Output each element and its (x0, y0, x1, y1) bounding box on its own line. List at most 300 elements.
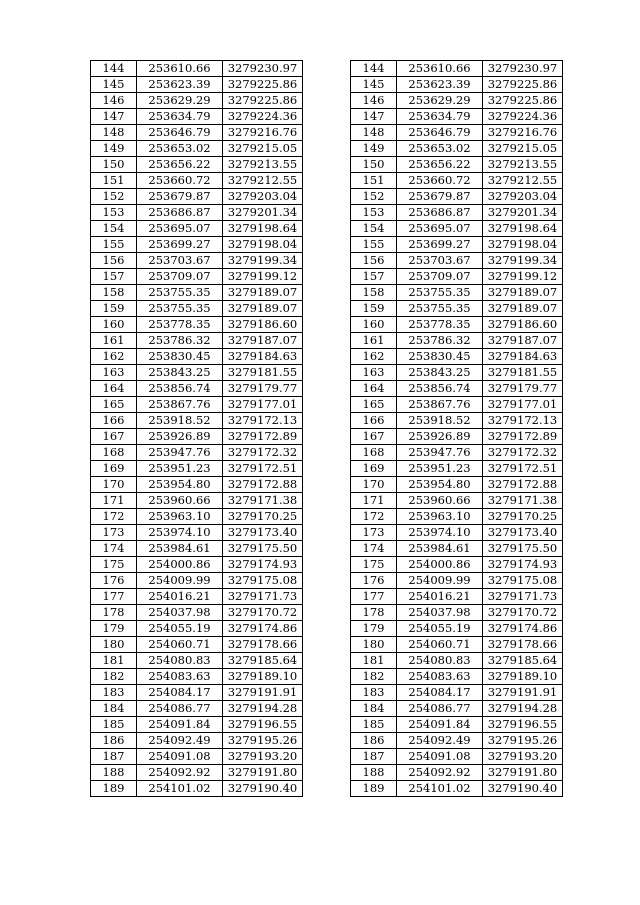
table-row (351, 141, 563, 157)
point-number-cell: 173 (351, 525, 397, 541)
x-coordinate-cell: 253786.32 (397, 333, 483, 349)
y-coordinate-cell: 3279189.10 (483, 669, 563, 685)
point-number-cell: 171 (91, 493, 137, 509)
table-row (91, 221, 303, 237)
y-coordinate-cell: 3279170.72 (483, 605, 563, 621)
point-number-cell: 158 (351, 285, 397, 301)
x-coordinate-cell: 253867.76 (137, 397, 223, 413)
point-number-cell: 186 (91, 733, 137, 749)
table-row (91, 285, 303, 301)
table-row (351, 573, 563, 589)
table-row (91, 93, 303, 109)
x-coordinate-cell: 253660.72 (397, 173, 483, 189)
y-coordinate-cell: 3279185.64 (223, 653, 303, 669)
point-number-cell: 182 (351, 669, 397, 685)
y-coordinate-cell: 3279170.72 (223, 605, 303, 621)
x-coordinate-cell: 253755.35 (137, 301, 223, 317)
table-row (91, 717, 303, 733)
x-coordinate-cell: 253686.87 (137, 205, 223, 221)
x-coordinate-cell: 254037.98 (397, 605, 483, 621)
x-coordinate-cell: 253951.23 (137, 461, 223, 477)
y-coordinate-cell: 3279184.63 (483, 349, 563, 365)
table-row (91, 541, 303, 557)
x-coordinate-cell: 253656.22 (137, 157, 223, 173)
point-number-cell: 187 (351, 749, 397, 765)
point-number-cell: 163 (91, 365, 137, 381)
point-number-cell: 174 (91, 541, 137, 557)
point-number-cell: 164 (351, 381, 397, 397)
coordinate-table-right (350, 60, 563, 797)
x-coordinate-cell: 253634.79 (397, 109, 483, 125)
y-coordinate-cell: 3279172.13 (223, 413, 303, 429)
table-row (91, 781, 303, 797)
point-number-cell: 146 (351, 93, 397, 109)
table-row (91, 685, 303, 701)
point-number-cell: 156 (91, 253, 137, 269)
y-coordinate-cell: 3279181.55 (223, 365, 303, 381)
y-coordinate-cell: 3279195.26 (223, 733, 303, 749)
table-row (351, 349, 563, 365)
table-row (91, 125, 303, 141)
table-row (91, 205, 303, 221)
y-coordinate-cell: 3279189.07 (223, 301, 303, 317)
table-row (351, 477, 563, 493)
table-row (91, 765, 303, 781)
x-coordinate-cell: 254091.08 (397, 749, 483, 765)
table-row (91, 477, 303, 493)
x-coordinate-cell: 253786.32 (137, 333, 223, 349)
y-coordinate-cell: 3279199.34 (223, 253, 303, 269)
point-number-cell: 158 (91, 285, 137, 301)
table-row (91, 237, 303, 253)
point-number-cell: 180 (351, 637, 397, 653)
table-row (351, 61, 563, 77)
y-coordinate-cell: 3279186.60 (483, 317, 563, 333)
point-number-cell: 165 (91, 397, 137, 413)
y-coordinate-cell: 3279172.88 (483, 477, 563, 493)
table-row (351, 445, 563, 461)
point-number-cell: 166 (91, 413, 137, 429)
y-coordinate-cell: 3279203.04 (483, 189, 563, 205)
table-row (91, 509, 303, 525)
x-coordinate-cell: 253653.02 (137, 141, 223, 157)
x-coordinate-cell: 254000.86 (137, 557, 223, 573)
point-number-cell: 186 (351, 733, 397, 749)
x-coordinate-cell: 253856.74 (397, 381, 483, 397)
y-coordinate-cell: 3279196.55 (223, 717, 303, 733)
table-row (91, 669, 303, 685)
point-number-cell: 187 (91, 749, 137, 765)
y-coordinate-cell: 3279224.36 (483, 109, 563, 125)
x-coordinate-cell: 253856.74 (137, 381, 223, 397)
x-coordinate-cell: 254101.02 (397, 781, 483, 797)
x-coordinate-cell: 254080.83 (397, 653, 483, 669)
y-coordinate-cell: 3279171.73 (223, 589, 303, 605)
x-coordinate-cell: 253843.25 (137, 365, 223, 381)
point-number-cell: 149 (91, 141, 137, 157)
y-coordinate-cell: 3279172.13 (483, 413, 563, 429)
x-coordinate-cell: 254055.19 (397, 621, 483, 637)
table-row (91, 605, 303, 621)
point-number-cell: 160 (351, 317, 397, 333)
point-number-cell: 152 (351, 189, 397, 205)
point-number-cell: 167 (91, 429, 137, 445)
point-number-cell: 175 (91, 557, 137, 573)
table-row (91, 349, 303, 365)
table-row (91, 397, 303, 413)
x-coordinate-cell: 253830.45 (397, 349, 483, 365)
table-row (91, 701, 303, 717)
point-number-cell: 161 (91, 333, 137, 349)
point-number-cell: 183 (351, 685, 397, 701)
x-coordinate-cell: 254060.71 (137, 637, 223, 653)
point-number-cell: 162 (351, 349, 397, 365)
point-number-cell: 150 (351, 157, 397, 173)
table-row (91, 749, 303, 765)
point-number-cell: 172 (351, 509, 397, 525)
table-row (91, 621, 303, 637)
x-coordinate-cell: 253954.80 (397, 477, 483, 493)
table-row (91, 733, 303, 749)
table-row (91, 173, 303, 189)
table-row (351, 541, 563, 557)
table-row (351, 717, 563, 733)
x-coordinate-cell: 253709.07 (397, 269, 483, 285)
y-coordinate-cell: 3279193.20 (223, 749, 303, 765)
table-row (351, 269, 563, 285)
table-row (351, 237, 563, 253)
y-coordinate-cell: 3279191.80 (223, 765, 303, 781)
point-number-cell: 155 (91, 237, 137, 253)
point-number-cell: 188 (351, 765, 397, 781)
x-coordinate-cell: 254016.21 (397, 589, 483, 605)
x-coordinate-cell: 254086.77 (397, 701, 483, 717)
y-coordinate-cell: 3279224.36 (223, 109, 303, 125)
x-coordinate-cell: 254091.84 (397, 717, 483, 733)
y-coordinate-cell: 3279198.04 (483, 237, 563, 253)
x-coordinate-cell: 253951.23 (397, 461, 483, 477)
point-number-cell: 165 (351, 397, 397, 413)
y-coordinate-cell: 3279174.86 (483, 621, 563, 637)
point-number-cell: 189 (351, 781, 397, 797)
y-coordinate-cell: 3279201.34 (223, 205, 303, 221)
table-row (351, 685, 563, 701)
table-row (351, 285, 563, 301)
y-coordinate-cell: 3279171.38 (483, 493, 563, 509)
point-number-cell: 159 (351, 301, 397, 317)
y-coordinate-cell: 3279215.05 (223, 141, 303, 157)
point-number-cell: 182 (91, 669, 137, 685)
point-number-cell: 154 (351, 221, 397, 237)
x-coordinate-cell: 253947.76 (137, 445, 223, 461)
x-coordinate-cell: 254092.49 (137, 733, 223, 749)
point-number-cell: 148 (91, 125, 137, 141)
x-coordinate-cell: 253623.39 (137, 77, 223, 93)
point-number-cell: 151 (351, 173, 397, 189)
point-number-cell: 162 (91, 349, 137, 365)
y-coordinate-cell: 3279189.10 (223, 669, 303, 685)
point-number-cell: 173 (91, 525, 137, 541)
y-coordinate-cell: 3279213.55 (483, 157, 563, 173)
table-row (91, 157, 303, 173)
x-coordinate-cell: 253656.22 (397, 157, 483, 173)
point-number-cell: 153 (351, 205, 397, 221)
y-coordinate-cell: 3279215.05 (483, 141, 563, 157)
y-coordinate-cell: 3279181.55 (483, 365, 563, 381)
table-row (351, 189, 563, 205)
point-number-cell: 188 (91, 765, 137, 781)
table-row (91, 61, 303, 77)
table-row (351, 461, 563, 477)
table-row (351, 669, 563, 685)
table-row (91, 301, 303, 317)
y-coordinate-cell: 3279198.64 (483, 221, 563, 237)
table-row (351, 301, 563, 317)
x-coordinate-cell: 253926.89 (137, 429, 223, 445)
y-coordinate-cell: 3279198.04 (223, 237, 303, 253)
table-row (351, 749, 563, 765)
x-coordinate-cell: 253653.02 (397, 141, 483, 157)
point-number-cell: 145 (91, 77, 137, 93)
table-row (91, 365, 303, 381)
point-number-cell: 181 (351, 653, 397, 669)
y-coordinate-cell: 3279170.25 (223, 509, 303, 525)
table-row (91, 109, 303, 125)
point-number-cell: 176 (351, 573, 397, 589)
y-coordinate-cell: 3279171.73 (483, 589, 563, 605)
y-coordinate-cell: 3279172.32 (223, 445, 303, 461)
point-number-cell: 149 (351, 141, 397, 157)
table-row (91, 413, 303, 429)
table-row (91, 333, 303, 349)
y-coordinate-cell: 3279189.07 (483, 285, 563, 301)
y-coordinate-cell: 3279186.60 (223, 317, 303, 333)
table-row (351, 397, 563, 413)
point-number-cell: 169 (91, 461, 137, 477)
table-row (351, 621, 563, 637)
coordinate-table-right-body (351, 61, 563, 797)
table-row (351, 381, 563, 397)
table-row (351, 109, 563, 125)
x-coordinate-cell: 253679.87 (397, 189, 483, 205)
y-coordinate-cell: 3279172.89 (483, 429, 563, 445)
y-coordinate-cell: 3279177.01 (483, 397, 563, 413)
point-number-cell: 161 (351, 333, 397, 349)
table-row (351, 93, 563, 109)
table-row (351, 605, 563, 621)
table-row (351, 173, 563, 189)
table-row (351, 733, 563, 749)
point-number-cell: 153 (91, 205, 137, 221)
x-coordinate-cell: 253634.79 (137, 109, 223, 125)
x-coordinate-cell: 254084.17 (397, 685, 483, 701)
table-row (91, 189, 303, 205)
x-coordinate-cell: 253755.35 (397, 301, 483, 317)
table-row (91, 653, 303, 669)
y-coordinate-cell: 3279172.88 (223, 477, 303, 493)
point-number-cell: 144 (91, 61, 137, 77)
y-coordinate-cell: 3279191.80 (483, 765, 563, 781)
y-coordinate-cell: 3279172.89 (223, 429, 303, 445)
point-number-cell: 150 (91, 157, 137, 173)
x-coordinate-cell: 254092.92 (397, 765, 483, 781)
y-coordinate-cell: 3279184.63 (223, 349, 303, 365)
y-coordinate-cell: 3279187.07 (223, 333, 303, 349)
table-row (91, 141, 303, 157)
x-coordinate-cell: 254009.99 (137, 573, 223, 589)
point-number-cell: 180 (91, 637, 137, 653)
y-coordinate-cell: 3279178.66 (483, 637, 563, 653)
x-coordinate-cell: 253623.39 (397, 77, 483, 93)
table-row (351, 413, 563, 429)
coordinate-table-left-body (91, 61, 303, 797)
x-coordinate-cell: 254000.86 (397, 557, 483, 573)
table-row (91, 589, 303, 605)
table-row (91, 317, 303, 333)
y-coordinate-cell: 3279172.51 (483, 461, 563, 477)
table-row (91, 253, 303, 269)
x-coordinate-cell: 253960.66 (397, 493, 483, 509)
y-coordinate-cell: 3279175.50 (223, 541, 303, 557)
y-coordinate-cell: 3279198.64 (223, 221, 303, 237)
point-number-cell: 178 (351, 605, 397, 621)
x-coordinate-cell: 253984.61 (137, 541, 223, 557)
table-row (91, 381, 303, 397)
point-number-cell: 168 (351, 445, 397, 461)
table-row (351, 221, 563, 237)
y-coordinate-cell: 3279172.32 (483, 445, 563, 461)
x-coordinate-cell: 253709.07 (137, 269, 223, 285)
point-number-cell: 184 (351, 701, 397, 717)
x-coordinate-cell: 254091.84 (137, 717, 223, 733)
y-coordinate-cell: 3279212.55 (483, 173, 563, 189)
point-number-cell: 170 (91, 477, 137, 493)
y-coordinate-cell: 3279173.40 (223, 525, 303, 541)
point-number-cell: 189 (91, 781, 137, 797)
x-coordinate-cell: 253629.29 (397, 93, 483, 109)
x-coordinate-cell: 253954.80 (137, 477, 223, 493)
y-coordinate-cell: 3279174.93 (483, 557, 563, 573)
x-coordinate-cell: 253755.35 (137, 285, 223, 301)
table-row (351, 429, 563, 445)
x-coordinate-cell: 253703.67 (137, 253, 223, 269)
point-number-cell: 147 (351, 109, 397, 125)
x-coordinate-cell: 254084.17 (137, 685, 223, 701)
y-coordinate-cell: 3279225.86 (223, 93, 303, 109)
table-row (351, 701, 563, 717)
y-coordinate-cell: 3279191.91 (223, 685, 303, 701)
point-number-cell: 163 (351, 365, 397, 381)
y-coordinate-cell: 3279179.77 (223, 381, 303, 397)
x-coordinate-cell: 253947.76 (397, 445, 483, 461)
x-coordinate-cell: 253778.35 (397, 317, 483, 333)
point-number-cell: 167 (351, 429, 397, 445)
point-number-cell: 185 (91, 717, 137, 733)
table-row (351, 157, 563, 173)
x-coordinate-cell: 253610.66 (397, 61, 483, 77)
table-row (351, 333, 563, 349)
x-coordinate-cell: 254083.63 (397, 669, 483, 685)
point-number-cell: 175 (351, 557, 397, 573)
y-coordinate-cell: 3279193.20 (483, 749, 563, 765)
y-coordinate-cell: 3279216.76 (223, 125, 303, 141)
x-coordinate-cell: 253679.87 (137, 189, 223, 205)
x-coordinate-cell: 253695.07 (397, 221, 483, 237)
point-number-cell: 159 (91, 301, 137, 317)
y-coordinate-cell: 3279225.86 (223, 77, 303, 93)
point-number-cell: 176 (91, 573, 137, 589)
point-number-cell: 144 (351, 61, 397, 77)
table-row (351, 493, 563, 509)
y-coordinate-cell: 3279196.55 (483, 717, 563, 733)
x-coordinate-cell: 253699.27 (137, 237, 223, 253)
y-coordinate-cell: 3279177.01 (223, 397, 303, 413)
y-coordinate-cell: 3279194.28 (223, 701, 303, 717)
y-coordinate-cell: 3279179.77 (483, 381, 563, 397)
y-coordinate-cell: 3279187.07 (483, 333, 563, 349)
table-row (351, 77, 563, 93)
point-number-cell: 152 (91, 189, 137, 205)
y-coordinate-cell: 3279178.66 (223, 637, 303, 653)
x-coordinate-cell: 253660.72 (137, 173, 223, 189)
x-coordinate-cell: 253984.61 (397, 541, 483, 557)
table-row (351, 253, 563, 269)
y-coordinate-cell: 3279212.55 (223, 173, 303, 189)
y-coordinate-cell: 3279175.50 (483, 541, 563, 557)
y-coordinate-cell: 3279174.86 (223, 621, 303, 637)
point-number-cell: 177 (351, 589, 397, 605)
x-coordinate-cell: 253918.52 (137, 413, 223, 429)
table-row (351, 557, 563, 573)
y-coordinate-cell: 3279199.34 (483, 253, 563, 269)
x-coordinate-cell: 253646.79 (397, 125, 483, 141)
x-coordinate-cell: 254009.99 (397, 573, 483, 589)
y-coordinate-cell: 3279173.40 (483, 525, 563, 541)
y-coordinate-cell: 3279190.40 (223, 781, 303, 797)
point-number-cell: 157 (351, 269, 397, 285)
point-number-cell: 183 (91, 685, 137, 701)
x-coordinate-cell: 253695.07 (137, 221, 223, 237)
point-number-cell: 171 (351, 493, 397, 509)
table-row (91, 637, 303, 653)
table-row (351, 125, 563, 141)
y-coordinate-cell: 3279170.25 (483, 509, 563, 525)
point-number-cell: 156 (351, 253, 397, 269)
y-coordinate-cell: 3279171.38 (223, 493, 303, 509)
table-row (91, 493, 303, 509)
y-coordinate-cell: 3279199.12 (223, 269, 303, 285)
y-coordinate-cell: 3279175.08 (483, 573, 563, 589)
y-coordinate-cell: 3279225.86 (483, 77, 563, 93)
x-coordinate-cell: 253843.25 (397, 365, 483, 381)
x-coordinate-cell: 253867.76 (397, 397, 483, 413)
x-coordinate-cell: 253830.45 (137, 349, 223, 365)
x-coordinate-cell: 254016.21 (137, 589, 223, 605)
table-row (91, 445, 303, 461)
y-coordinate-cell: 3279230.97 (483, 61, 563, 77)
x-coordinate-cell: 253610.66 (137, 61, 223, 77)
y-coordinate-cell: 3279189.07 (483, 301, 563, 317)
point-number-cell: 146 (91, 93, 137, 109)
point-number-cell: 164 (91, 381, 137, 397)
table-row (351, 653, 563, 669)
x-coordinate-cell: 253960.66 (137, 493, 223, 509)
point-number-cell: 154 (91, 221, 137, 237)
point-number-cell: 178 (91, 605, 137, 621)
x-coordinate-cell: 254101.02 (137, 781, 223, 797)
point-number-cell: 179 (91, 621, 137, 637)
y-coordinate-cell: 3279194.28 (483, 701, 563, 717)
